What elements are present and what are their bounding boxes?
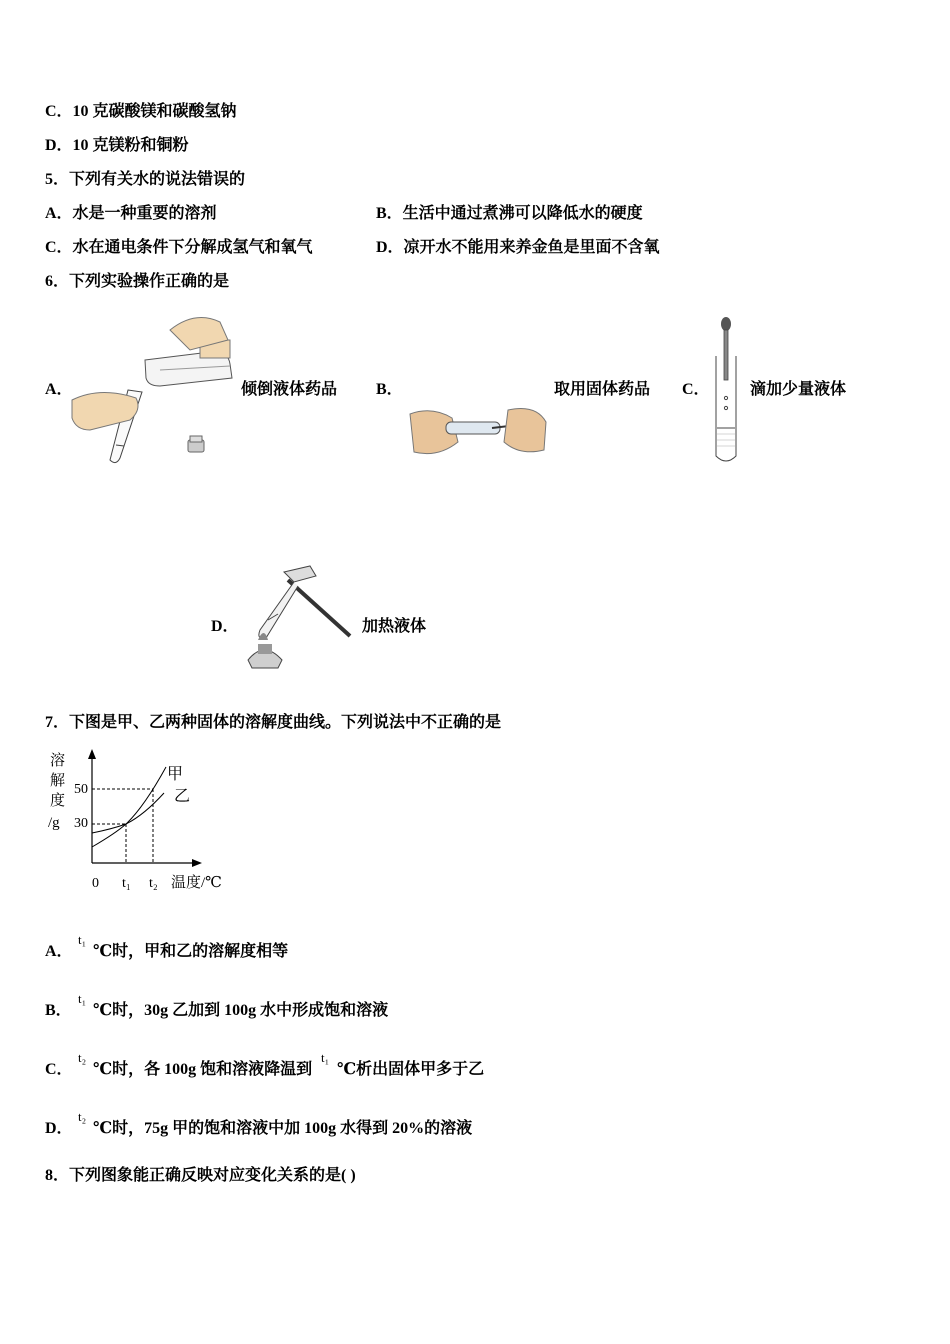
x-tick-0: 0 [92, 876, 99, 891]
q7-option-c-temp2: t₁ [321, 1050, 330, 1065]
pour-liquid-illustration [70, 300, 240, 465]
q5-option-b: B．生活中通过煮沸可以降低水的硬度 [376, 205, 643, 222]
q7-option-d-temp: t₂ [78, 1109, 87, 1124]
q6-option-c-caption: 滴加少量液体 [750, 381, 847, 398]
q7-option-c-label: C． [45, 1061, 73, 1078]
q6-option-a-caption: 倾倒液体药品 [241, 381, 338, 398]
y-axis-arrow [88, 749, 96, 759]
series-jia-label: 甲 [167, 766, 184, 783]
q6-stem: 6．下列实验操作正确的是 [45, 273, 230, 290]
q5-option-c: C．水在通电条件下分解成氢气和氧气 [45, 239, 313, 256]
q6-option-d-caption: 加热液体 [362, 618, 427, 635]
y-label-char: 度 [50, 793, 66, 809]
series-jia-curve [92, 767, 166, 847]
q7-stem: 7．下图是甲、乙两种固体的溶解度曲线。下列说法中不正确的是 [45, 714, 502, 731]
q7-option-d-label: D． [45, 1120, 73, 1137]
y-tick-30: 30 [74, 816, 88, 831]
take-solid-illustration [408, 402, 550, 462]
y-label-char: /g [48, 815, 60, 831]
q8-stem: 8．下列图象能正确反映对应变化关系的是( ) [45, 1167, 356, 1184]
q7-option-a-text: ℃时，甲和乙的溶解度相等 [93, 943, 289, 960]
q6-option-a-label: A． [45, 381, 73, 398]
q6-option-c-label: C． [682, 381, 710, 398]
q6-option-b-caption: 取用固体药品 [554, 381, 651, 398]
q6-option-b-label: B． [376, 381, 403, 398]
q7-option-b-temp: t₁ [78, 991, 87, 1006]
q7-option-c-temp: t₂ [78, 1050, 87, 1065]
y-axis-label [48, 752, 65, 831]
q4-option-d: D．10 克镁粉和铜粉 [45, 137, 189, 154]
x-tick-t1: t₁ [122, 876, 131, 891]
q7-option-b-text: ℃时，30g 乙加到 100g 水中形成饱和溶液 [93, 1002, 389, 1019]
q5-stem: 5．下列有关水的说法错误的 [45, 171, 246, 188]
q7-option-b-label: B． [45, 1002, 72, 1019]
x-tick-t2: t₂ [149, 876, 158, 891]
x-axis-label: 温度/℃ [171, 875, 222, 891]
q5-option-a: A．水是一种重要的溶剂 [45, 205, 217, 222]
q4-option-c: C．10 克碳酸镁和碳酸氢钠 [45, 103, 237, 120]
q7-option-a-temp: t₁ [78, 932, 87, 947]
q7-option-d-text: ℃时，75g 甲的饱和溶液中加 100g 水得到 20%的溶液 [93, 1120, 473, 1137]
q5-option-d: D．凉开水不能用来养金鱼是里面不含氧 [376, 239, 660, 256]
heat-liquid-illustration [238, 560, 358, 680]
q7-option-a-label: A． [45, 943, 73, 960]
y-label-char: 溶 [50, 753, 66, 769]
add-drops-illustration [712, 316, 742, 466]
series-yi-label: 乙 [174, 788, 191, 805]
y-label-char: 解 [50, 773, 66, 789]
y-tick-50: 50 [74, 782, 88, 797]
q7-option-c-text2: ℃析出固体甲多于乙 [337, 1061, 485, 1078]
solubility-chart [40, 745, 240, 895]
x-axis-arrow [192, 859, 202, 867]
q7-option-c-text: ℃时，各 100g 饱和溶液降温到 [93, 1061, 313, 1078]
q6-option-d-label: D． [211, 618, 239, 635]
